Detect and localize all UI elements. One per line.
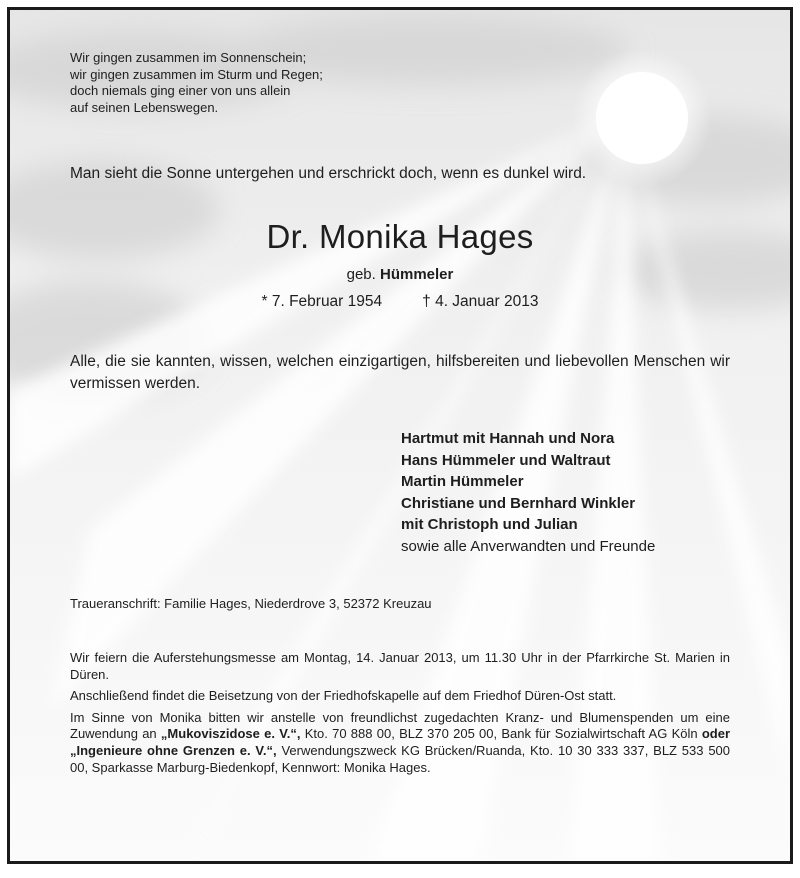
mourner-line: mit Christoph und Julian bbox=[401, 516, 578, 533]
mass-info: Wir feiern die Auferstehungsmesse am Montag, 14. Januar 2013, um 11.30 Uhr in der Pfarrkirche St. Marien in Düren. bbox=[70, 650, 730, 682]
donation-org-2: „Ingenieure ohne Grenzen e. V.“, bbox=[70, 742, 277, 758]
birth-name-prefix: geb. bbox=[346, 266, 376, 283]
mourners-list bbox=[401, 428, 655, 557]
burial-info: Anschließend findet die Beisetzung von der Friedhofskapelle auf dem Friedhof Düren-Ost statt. bbox=[70, 688, 617, 704]
mourner-line: Hartmut mit Hannah und Nora bbox=[401, 430, 615, 447]
birth-date: * 7. Februar 1954 bbox=[261, 293, 383, 310]
obituary-notice bbox=[7, 7, 793, 864]
donation-text: Im Sinne von Monika bitten wir anstelle von freundlichst zugedachten Kranz- und Blumenspenden um eine Zuwendung an bbox=[70, 709, 730, 742]
mourner-line: Martin Hümmeler bbox=[401, 473, 524, 490]
mourner-line: Hans Hümmeler und Waltraut bbox=[401, 451, 611, 469]
death-date: † 4. Januar 2013 bbox=[422, 293, 539, 310]
poem-line: auf seinen Lebenswegen. bbox=[70, 99, 219, 115]
tribute-text: Alle, die sie kannten, wissen, welchen einzigartigen, hilfsbereiten und liebevollen Menschen wir vermissen werden. bbox=[70, 353, 730, 392]
donation-or: oder bbox=[701, 726, 731, 742]
poem-line: Wir gingen zusammen im Sonnenschein; bbox=[70, 50, 307, 65]
mourning-address: Traueranschrift: Familie Hages, Niederdrove 3, 52372 Kreuzau bbox=[70, 596, 432, 611]
life-dates bbox=[10, 293, 790, 311]
donation-org-1: „Mukoviszidose e. V.“, bbox=[160, 726, 301, 742]
birth-name-value: Hümmeler bbox=[380, 266, 454, 283]
donation-text: Verwendungszweck KG Brücken/Ruanda, Kto. 10 30 333 337, BLZ 533 500 00, Sparkasse Marburg-Biedenkopf, Kennwort: Monika Hages. bbox=[70, 742, 731, 775]
mourners-closing: sowie alle Anverwandten und Freunde bbox=[401, 537, 656, 555]
deceased-name: Dr. Monika Hages bbox=[266, 218, 534, 255]
poem-line: doch niemals ging einer von uns allein bbox=[70, 83, 291, 98]
motto: Man sieht die Sonne untergehen und erschrickt doch, wenn es dunkel wird. bbox=[70, 165, 587, 182]
donation-text: Kto. 70 888 00, BLZ 370 205 00, Bank für Sozialwirtschaft AG Köln bbox=[300, 726, 702, 742]
poem bbox=[70, 50, 323, 116]
poem-line: wir gingen zusammen im Sturm und Regen; bbox=[70, 66, 323, 82]
birth-name bbox=[10, 266, 790, 283]
mourner-line: Christiane und Bernhard Winkler bbox=[401, 494, 636, 512]
donation-info bbox=[70, 710, 730, 776]
service-info bbox=[70, 650, 730, 781]
